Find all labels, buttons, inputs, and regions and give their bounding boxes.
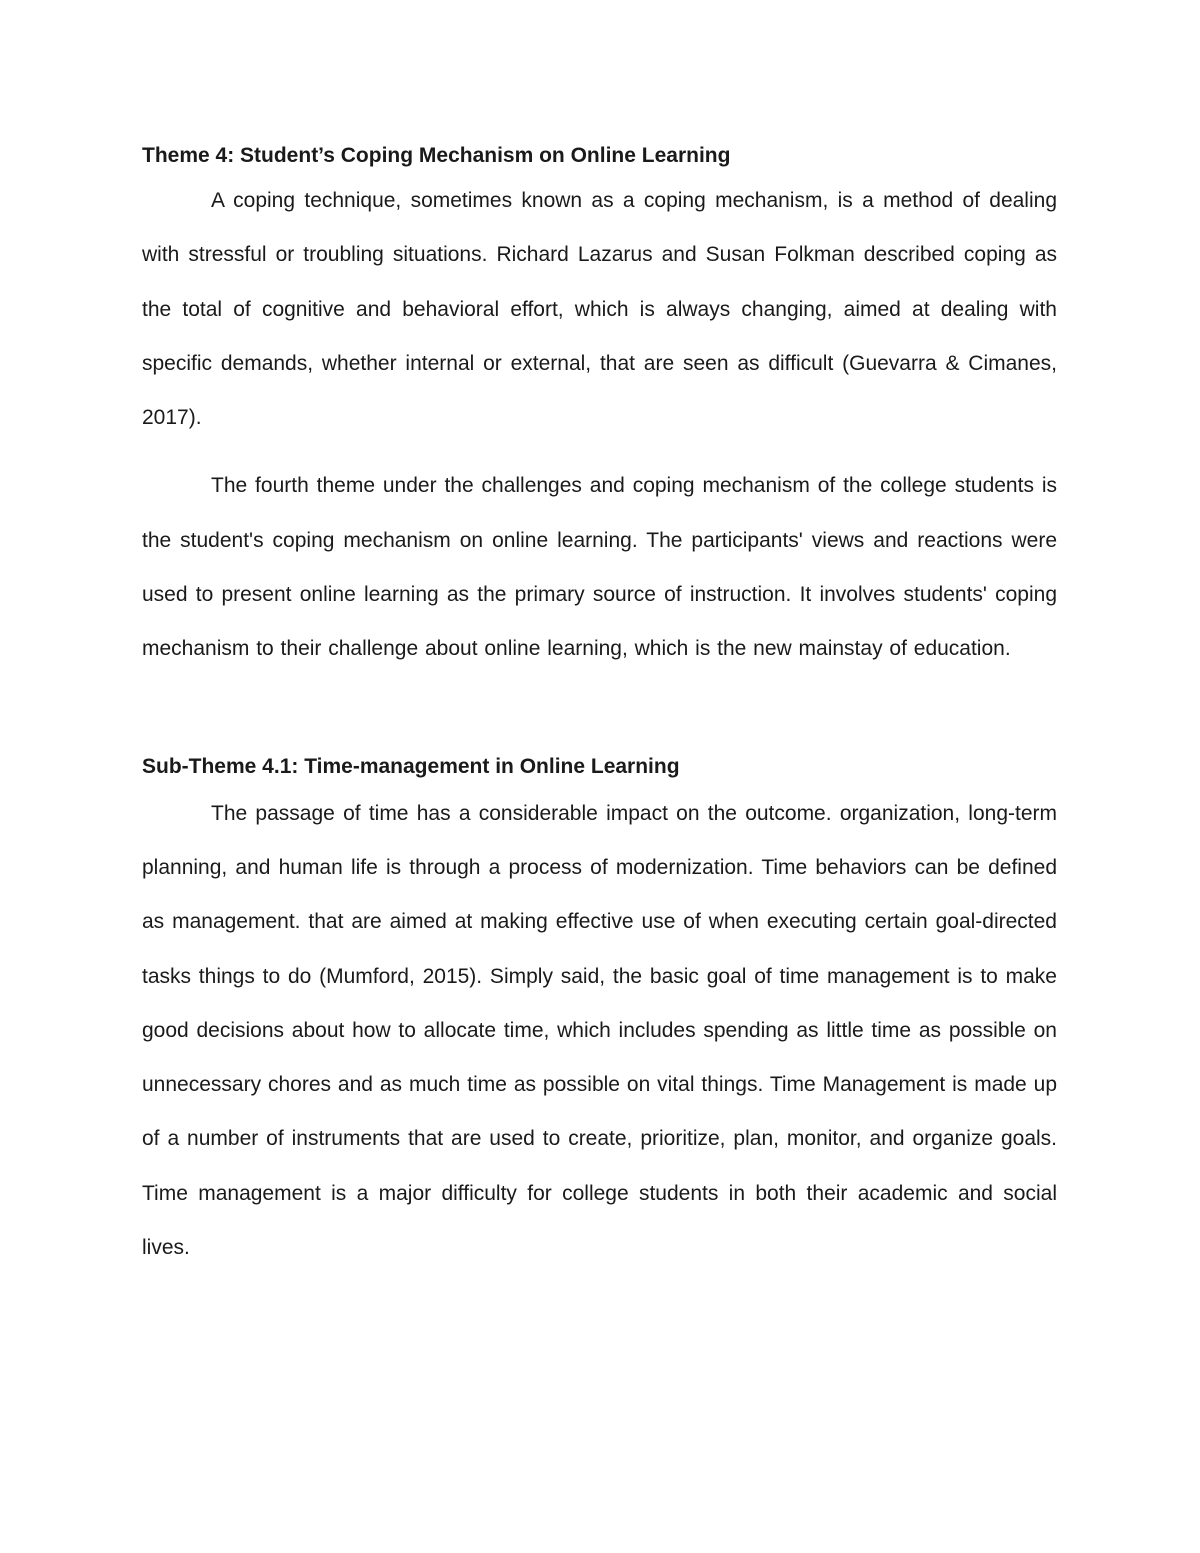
subtheme-4-1-paragraph-1: The passage of time has a considerable impact on the outcome. organization, long-term planning, and human life is through a process of modernization. Time behaviors can be defined as management. that are aimed at making effective use of when executing certain goal-directed tasks things to do (Mumford, 2015). Simply said, the basic goal of time management is to make good decisions about how to allocate time, which includes spending as little time as possible on unnecessary chores and as much time as possible on vital things. Time Management is made up of a number of instruments that are used to create, prioritize, plan, monitor, and organize goals. Time management is a major difficulty for college students in both their academic and social lives.: [142, 801, 1057, 1260]
document-body: [142, 138, 1057, 1275]
theme-4-paragraph-2: The fourth theme under the challenges and coping mechanism of the college students is the student's coping mechanism on online learning. The participants' views and reactions were used to present online learning as the primary source of instruction. It involves students' coping mechanism to their challenge about online learning, which is the new mainstay of education.: [142, 474, 1057, 661]
theme-4-paragraph-1: A coping technique, sometimes known as a coping mechanism, is a method of dealing with stressful or troubling situations. Richard Lazarus and Susan Folkman described coping as the total of cognitive and behavioral effort, which is always changing, aimed at dealing with specific demands, whether internal or external, that are seen as difficult (Guevarra & Cimanes, 2017).: [142, 189, 1057, 430]
subtheme-4-1-heading: Sub-Theme 4.1: Time-management in Online Learning: [142, 754, 680, 778]
theme-4-heading: Theme 4: Student’s Coping Mechanism on Online Learning: [142, 144, 731, 167]
